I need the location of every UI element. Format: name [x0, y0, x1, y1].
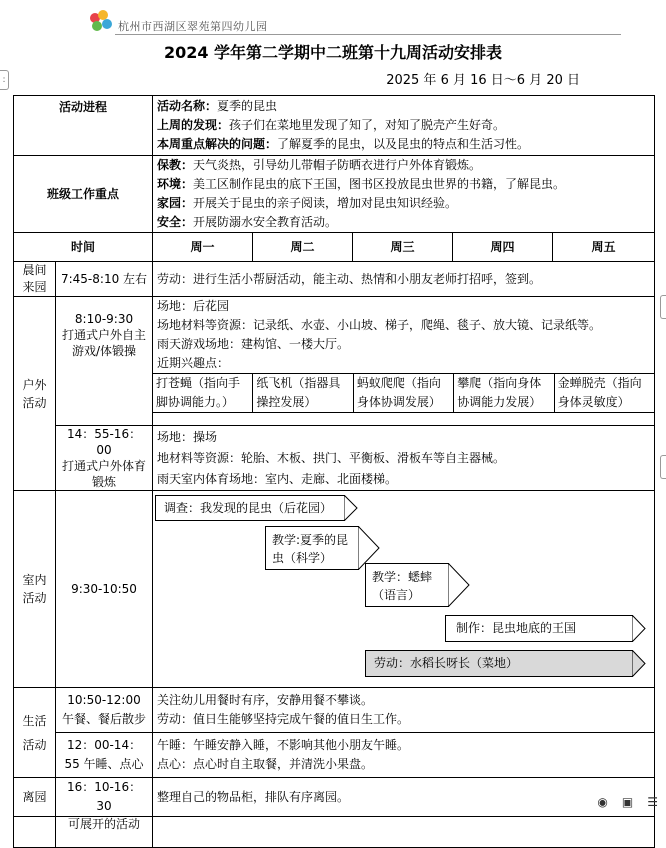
life-row-2 — [14, 733, 655, 778]
arrow-tip-icon — [632, 615, 646, 642]
focus-item-text: 开展关于昆虫的亲子阅读，增加对昆虫知识经验。 — [193, 196, 458, 210]
indoor-content — [153, 491, 655, 688]
flow-arrow — [265, 526, 359, 570]
progress-label: 活动进程 — [14, 96, 153, 156]
leave-section-label: 离园 — [14, 778, 56, 817]
outline-view-icon[interactable]: ☰ — [647, 795, 658, 809]
weekday-header: 周四 — [453, 233, 553, 262]
weekday-row — [14, 233, 655, 262]
problem-value: 了解夏季的昆虫，以及昆虫的特点和生活习性。 — [277, 137, 530, 151]
outdoor-slot2-content — [153, 426, 655, 491]
discovery-value: 孩子们在菜地里发现了知了，对知了脱壳产生好奇。 — [229, 118, 506, 132]
life-slot2-time: 12：00-14：55 午睡、点心 — [56, 733, 153, 778]
focus-item-label: 环境： — [157, 177, 194, 191]
life-section-label: 生活活动 — [14, 688, 56, 778]
schedule-table — [13, 95, 655, 848]
outdoor-slot2-time: 14：55-16：00 — [66, 427, 142, 457]
weekday-header: 周三 — [353, 233, 453, 262]
life-slot2-content — [153, 733, 655, 778]
extra-row — [14, 817, 655, 848]
time-header: 时间 — [14, 233, 153, 262]
page-title: 2024 学年第二学期中二班第十九周活动安排表 — [163, 43, 503, 62]
outdoor-section-label: 户外活动 — [14, 297, 56, 491]
life-line: 点心：点心时自主取餐，并清洗小果盘。 — [157, 757, 374, 771]
progress-content — [153, 96, 655, 156]
outdoor-slot1-name: 打通式户外自主游戏/体锻操 — [62, 328, 147, 358]
extra-section-label: 可展开的活动 — [56, 817, 153, 848]
leave-text: 整理自己的物品柜，排队有序离园。 — [153, 778, 655, 817]
morning-section-label: 晨间来园 — [14, 262, 56, 297]
flow-arrow — [365, 650, 633, 677]
interest-item: 打苍蝇（指向手脚协调能力。） — [153, 374, 253, 412]
outdoor-slot1-content — [153, 297, 655, 426]
margin-marker-icon[interactable] — [660, 455, 666, 479]
life-line: 劳动：值日生能够坚持完成午餐的值日生工作。 — [157, 712, 410, 726]
morning-text: 劳动：进行生活小帮厨活动，能主动、热情和小朋友老师打招呼，签到。 — [153, 262, 655, 297]
life-slot1-time: 10:50-12:00 午餐、餐后散步 — [56, 688, 153, 733]
outdoor-row-1 — [14, 297, 655, 426]
activity-name-label: 活动名称： — [157, 99, 218, 113]
discovery-label: 上周的发现： — [157, 118, 230, 132]
focus-row — [14, 156, 655, 233]
indoor-time: 9:30-10:50 — [56, 491, 153, 688]
indoor-row — [14, 491, 655, 688]
flow-arrow-label: 劳动：水稻长呀长（菜地） — [374, 656, 519, 670]
focus-label: 班级工作重点 — [14, 156, 153, 233]
outdoor-line: 雨天室内体育场地：室内、走廊、北面楼梯。 — [157, 471, 398, 486]
flow-arrow-label: 教学：蟋蟀（语言） — [372, 570, 433, 602]
page-view-icon[interactable]: ▣ — [621, 795, 634, 809]
life-slot1-content — [153, 688, 655, 733]
arrow-tip-icon — [344, 495, 358, 521]
school-logo-icon — [88, 9, 114, 33]
flow-arrow-label: 制作：昆虫地底的王国 — [456, 621, 577, 635]
life-line: 午睡：午睡安静入睡，不影响其他小朋友午睡。 — [157, 738, 410, 752]
interest-item: 纸飞机（指器具操控发展） — [253, 374, 353, 412]
morning-row — [14, 262, 655, 297]
date-range: 2025 年 6 月 16 日～6 月 20 日 — [386, 73, 580, 88]
indoor-section-label: 室内活动 — [14, 491, 56, 688]
collapse-handle-icon[interactable]: : — [0, 70, 9, 90]
status-bar — [0, 795, 666, 811]
flow-arrow — [445, 615, 633, 642]
weekday-header: 周一 — [153, 233, 253, 262]
morning-time: 7:45-8:10 左右 — [56, 262, 153, 297]
outdoor-line: 近期兴趣点： — [157, 356, 230, 370]
read-mode-icon[interactable]: ◉ — [597, 795, 608, 809]
focus-item-label: 家园： — [157, 196, 194, 210]
focus-item-label: 保教： — [157, 158, 194, 172]
outdoor-slot2-name: 打通式户外体育锻炼 — [62, 459, 147, 489]
school-name: 杭州市西湖区翠苑第四幼儿园 — [118, 20, 268, 33]
school-logo — [88, 8, 268, 34]
outdoor-line: 场地：后花园 — [157, 299, 230, 313]
outdoor-slot2-cell — [56, 426, 153, 491]
outdoor-line: 雨天游戏场地：建构馆、一楼大厅。 — [157, 337, 350, 351]
focus-item-label: 安全： — [157, 215, 194, 229]
flow-arrow-label: 教学:夏季的昆虫（科学） — [272, 533, 349, 565]
margin-marker-icon[interactable] — [660, 295, 666, 319]
header-rule — [115, 34, 621, 35]
focus-content — [153, 156, 655, 233]
arrow-tip-icon — [632, 650, 646, 677]
interest-item: 金蝉脱壳（指向身体灵敏度） — [557, 376, 642, 409]
progress-row — [14, 96, 655, 156]
outdoor-row-2 — [14, 426, 655, 491]
interest-item: 攀爬（指向身体协调能力发展） — [454, 374, 554, 412]
flow-arrow-label: 调查：我发现的昆虫（后花园） — [164, 501, 333, 515]
life-row-1 — [14, 688, 655, 733]
life-line: 关注幼儿用餐时有序，安静用餐不攀谈。 — [157, 693, 374, 707]
interest-points — [153, 373, 654, 413]
problem-label: 本周重点解决的问题： — [157, 137, 278, 151]
focus-item-text: 开展防溺水安全教育活动。 — [193, 215, 338, 229]
focus-item-text: 天气炎热，引导幼儿带帽子防晒衣进行户外体育锻炼。 — [193, 158, 482, 172]
flow-arrow — [155, 495, 345, 521]
outdoor-line: 地材料等资源：轮胎、木板、拱门、平衡板、滑板车等自主器械。 — [157, 450, 506, 465]
arrow-tip-icon — [448, 563, 470, 607]
weekday-header: 周二 — [253, 233, 353, 262]
focus-item-text: 美工区制作昆虫的底下王国，图书区投放昆虫世界的书籍，了解昆虫。 — [193, 177, 566, 191]
outdoor-line: 场地材料等资源：记录纸、水壶、小山坡、梯子，爬绳、毯子、放大镜、记录纸等。 — [157, 318, 602, 332]
activity-name-value: 夏季的昆虫 — [217, 99, 278, 113]
interest-item: 蚂蚁爬爬（指向身体协调发展） — [354, 374, 454, 412]
indoor-arrow-flow — [153, 491, 654, 687]
flow-arrow — [365, 563, 449, 607]
outdoor-line: 场地：操场 — [157, 429, 218, 444]
outdoor-slot1-time: 8:10-9:30 — [74, 312, 134, 326]
leave-time: 16：10-16：30 — [56, 778, 153, 817]
outdoor-slot1-cell — [56, 297, 153, 426]
weekday-header: 周五 — [553, 233, 655, 262]
